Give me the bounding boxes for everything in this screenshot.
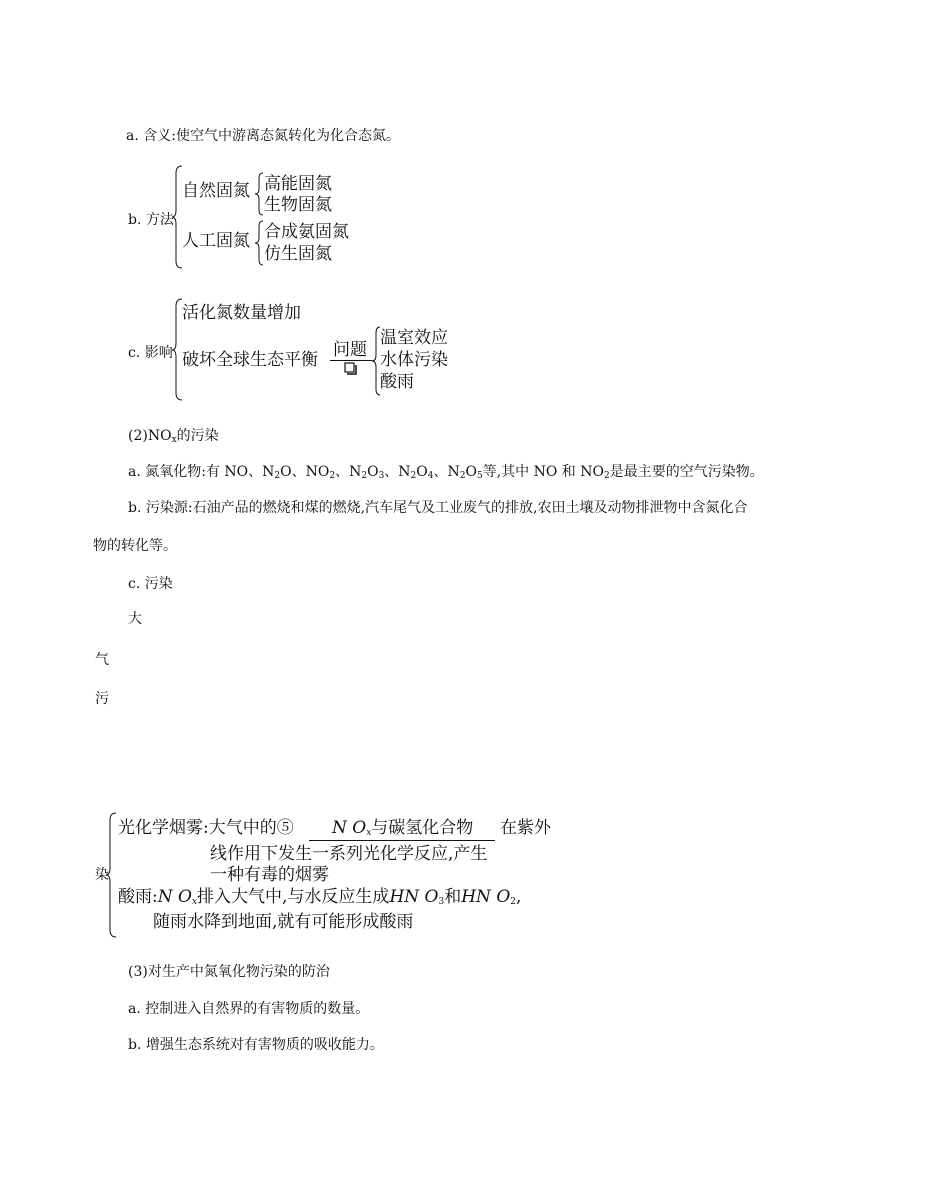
acid-rain-line1: 酸雨:N $O_x$排入大气中,与水反应生成HN $O_3$和HN $O_2$, [118, 887, 522, 907]
smog-line3: 一种有毒的烟雾 [210, 865, 329, 885]
prevention-a: a. 控制进入自然界的有害物质的数量。 [128, 1001, 370, 1017]
vertical-char-ran: 染 [95, 867, 109, 883]
pollution-source-line1: b. 污染源:石油产品的燃烧和煤的燃烧,汽车尾气及工业废气的排放,农田土壤及动物排泄物中含氮化合 [128, 500, 748, 516]
impact-label: c. 影响 [128, 345, 173, 361]
arrow-label-problem: 问题 [333, 340, 367, 360]
nitrogen-oxides-line: a. 氮氧化物:有 NO、$N_2O$、$NO_2$、$N_2O_3$、$N_2O_4$、$N_2O_5$等,其中 NO 和 $NO_2$是最主要的空气污染物。 [128, 464, 764, 481]
artificial-fixation: 人工固氮 [182, 231, 250, 251]
biomimetic-fixation: 仿生固氮 [264, 244, 332, 264]
air-pollution-brace [106, 812, 118, 938]
natural-fixation: 自然固氮 [182, 181, 250, 201]
ecological-balance-damage: 破坏全球生态平衡 [182, 350, 318, 370]
biological-fixation: 生物固氮 [264, 195, 332, 215]
smog-label: 光化学烟雾:大气中的⑤ [118, 818, 294, 838]
synthetic-ammonia-fixation: 合成氨固氮 [264, 222, 349, 242]
answer-underline [309, 840, 495, 841]
smog-line2: 线作用下发生一系列光化学反应,产生 [210, 844, 488, 864]
methods-label: b. 方法 [128, 212, 174, 228]
acid-rain: 酸雨 [380, 372, 414, 392]
smog-tail: 在紫外 [500, 818, 551, 838]
vertical-char-wu: 污 [95, 691, 109, 707]
water-pollution: 水体污染 [380, 350, 448, 370]
vertical-char-qi: 气 [95, 652, 109, 668]
arrow-line [330, 360, 372, 361]
acid-rain-line2: 随雨水降到地面,就有可能形成酸雨 [153, 912, 414, 932]
pollution-source-line2: 物的转化等。 [93, 538, 177, 554]
section-2-heading: $(2)NO_x$的污染 [128, 428, 219, 445]
smog-blank-answer: N $O_x$与碳氢化合物 [332, 818, 474, 838]
section-3-heading: (3)对生产中氮氧化物污染的防治 [128, 964, 330, 980]
greenhouse-effect: 温室效应 [380, 328, 448, 348]
activated-nitrogen-increase: 活化氮数量增加 [182, 303, 301, 323]
vertical-char-da: 大 [128, 611, 142, 627]
box-icon [343, 362, 357, 376]
prevention-b: b. 增强生态系统对有害物质的吸收能力。 [128, 1037, 384, 1053]
high-energy-fixation: 高能固氮 [264, 174, 332, 194]
pollution-label: c. 污染 [128, 576, 173, 592]
definition-line: a. 含义:使空气中游离态氮转化为化合态氮。 [126, 128, 400, 144]
